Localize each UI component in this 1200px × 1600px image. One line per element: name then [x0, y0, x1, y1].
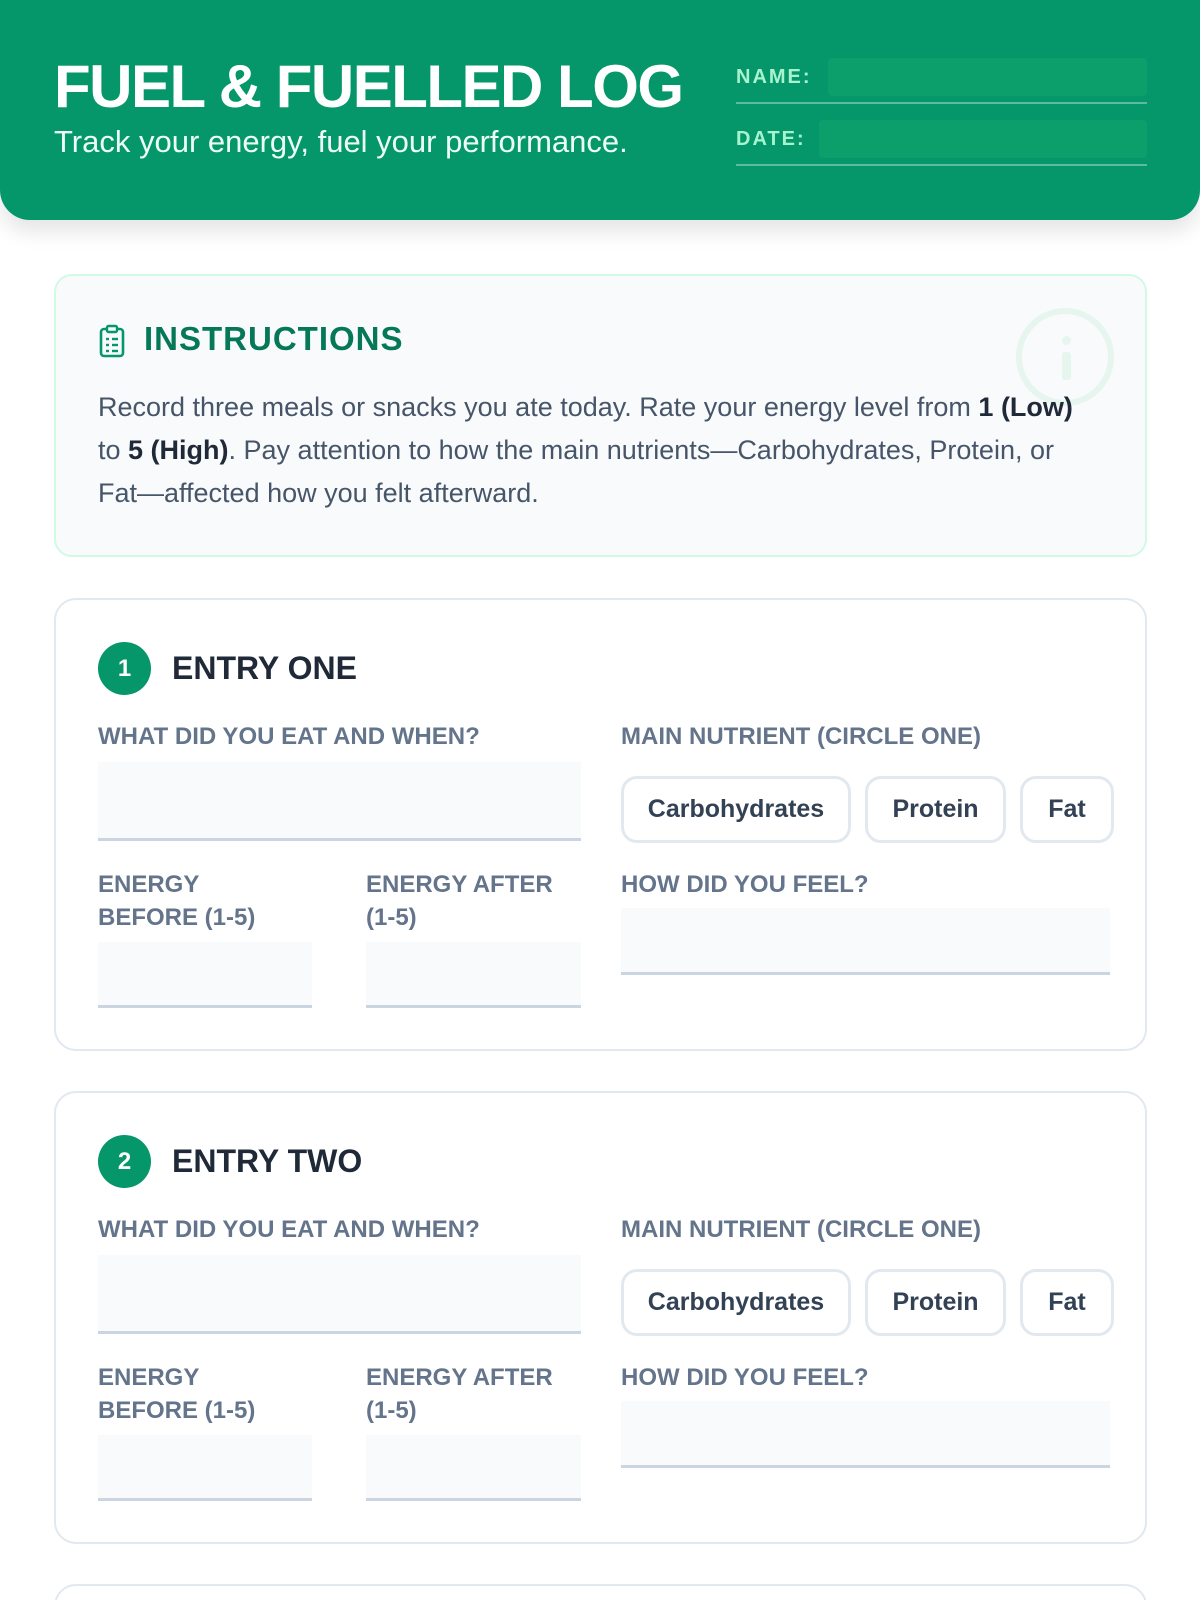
feel-label: HOW DID YOU FEEL? — [621, 1364, 869, 1391]
date-label: DATE: — [736, 128, 806, 150]
entry-title: ENTRY TWO — [172, 1143, 363, 1179]
name-field — [736, 56, 1147, 104]
feel-input[interactable] — [621, 908, 1110, 975]
clipboard-icon — [98, 324, 126, 358]
energy-after-label: ENERGY AFTER (1-5) — [366, 871, 553, 931]
energy-after-label: ENERGY AFTER (1-5) — [366, 1364, 553, 1424]
instructions-card — [54, 274, 1147, 557]
energy-after-input[interactable] — [366, 1435, 581, 1501]
page-subtitle: Track your energy, fuel your performance. — [54, 124, 628, 159]
eat-input[interactable] — [98, 1255, 581, 1334]
nutrient-label: MAIN NUTRIENT (CIRCLE ONE) — [621, 1216, 981, 1243]
instructions-heading: INSTRUCTIONS — [144, 320, 404, 357]
nutrient-chip-protein[interactable]: Protein — [865, 776, 1006, 843]
nutrient-chip-fat[interactable]: Fat — [1020, 776, 1114, 843]
feel-input[interactable] — [621, 1401, 1110, 1468]
entry-number-badge: 1 — [98, 642, 151, 695]
nutrient-chip-carbohydrates[interactable]: Carbohydrates — [621, 1269, 851, 1336]
date-input[interactable] — [819, 120, 1147, 158]
entry-number-badge: 2 — [98, 1135, 151, 1188]
entry-card-1 — [54, 598, 1147, 1051]
entry-card-3 — [54, 1584, 1147, 1600]
eat-label: WHAT DID YOU EAT AND WHEN? — [98, 1216, 480, 1243]
instructions-text: Record three meals or snacks you ate today. Rate your energy level from 1 (Low) to 5 (High). Pay attention to how the main nutrients—Carbohydrates, Protein, or Fat—affected how you felt afterward. — [98, 392, 1073, 508]
energy-before-label: ENERGY BEFORE (1-5) — [98, 871, 256, 931]
feel-label: HOW DID YOU FEEL? — [621, 871, 869, 898]
energy-before-label: ENERGY BEFORE (1-5) — [98, 1364, 256, 1424]
energy-after-input[interactable] — [366, 942, 581, 1008]
header-banner — [0, 0, 1200, 220]
entry-title: ENTRY ONE — [172, 650, 357, 686]
name-label: NAME: — [736, 66, 812, 88]
nutrient-chip-protein[interactable]: Protein — [865, 1269, 1006, 1336]
nutrient-chip-fat[interactable]: Fat — [1020, 1269, 1114, 1336]
nutrient-label: MAIN NUTRIENT (CIRCLE ONE) — [621, 723, 981, 750]
eat-input[interactable] — [98, 762, 581, 841]
energy-before-input[interactable] — [98, 1435, 312, 1501]
page-title: FUEL & FUELLED LOG — [54, 53, 683, 120]
entry-card-2 — [54, 1091, 1147, 1544]
eat-label: WHAT DID YOU EAT AND WHEN? — [98, 723, 480, 750]
nutrient-chip-carbohydrates[interactable]: Carbohydrates — [621, 776, 851, 843]
date-field — [736, 118, 1147, 166]
name-input[interactable] — [828, 58, 1147, 96]
energy-before-input[interactable] — [98, 942, 312, 1008]
